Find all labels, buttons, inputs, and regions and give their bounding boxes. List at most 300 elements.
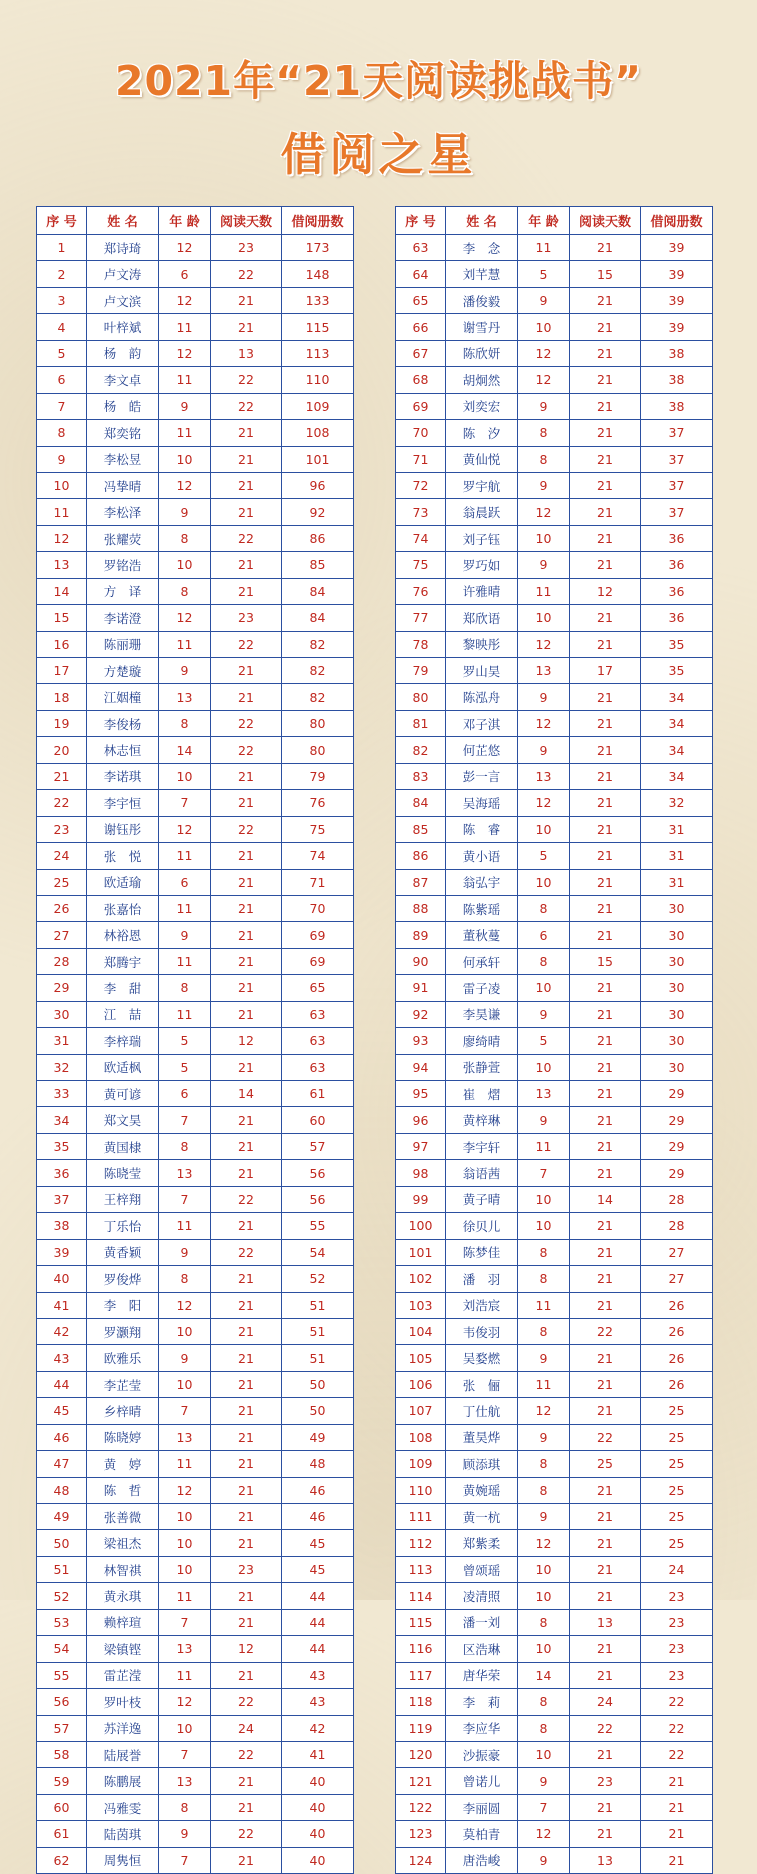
cell-reading-days: 21 (211, 1583, 282, 1609)
cell-name: 李芷莹 (87, 1371, 159, 1397)
cell-reading-days: 21 (570, 1530, 641, 1556)
cell-index: 46 (37, 1424, 87, 1450)
cell-books-borrowed: 26 (641, 1318, 713, 1344)
cell-books-borrowed: 50 (282, 1371, 354, 1397)
cell-age: 11 (159, 843, 211, 869)
cell-books-borrowed: 21 (641, 1794, 713, 1820)
cell-books-borrowed: 30 (641, 1028, 713, 1054)
cell-name: 罗铭浩 (87, 552, 159, 578)
cell-name: 陈梦佳 (446, 1239, 518, 1265)
cell-age: 9 (159, 1821, 211, 1847)
table-row (396, 420, 713, 446)
cell-name: 顾添琪 (446, 1451, 518, 1477)
cell-age: 11 (159, 367, 211, 393)
cell-reading-days: 21 (570, 1477, 641, 1503)
table-row (396, 1371, 713, 1397)
cell-index: 110 (396, 1477, 446, 1503)
cell-reading-days: 21 (570, 235, 641, 261)
cell-name: 李俊杨 (87, 710, 159, 736)
cell-books-borrowed: 22 (641, 1741, 713, 1767)
cell-name: 梁祖杰 (87, 1530, 159, 1556)
cell-books-borrowed: 43 (282, 1689, 354, 1715)
cell-index: 111 (396, 1504, 446, 1530)
cell-books-borrowed: 26 (641, 1371, 713, 1397)
cell-reading-days: 13 (211, 340, 282, 366)
cell-age: 11 (159, 420, 211, 446)
cell-books-borrowed: 25 (641, 1477, 713, 1503)
cell-index: 19 (37, 710, 87, 736)
cell-name: 雷芷滢 (87, 1662, 159, 1688)
cell-reading-days: 12 (570, 578, 641, 604)
cell-reading-days: 21 (211, 1504, 282, 1530)
cell-name: 刘子钰 (446, 525, 518, 551)
table-row (37, 1054, 354, 1080)
cell-index: 102 (396, 1266, 446, 1292)
table-row (396, 658, 713, 684)
cell-name: 谢钰彤 (87, 816, 159, 842)
table-row (37, 605, 354, 631)
cell-reading-days: 21 (211, 1530, 282, 1556)
cell-name: 李 阳 (87, 1292, 159, 1318)
cell-books-borrowed: 42 (282, 1715, 354, 1741)
cell-reading-days: 21 (570, 895, 641, 921)
table-row (396, 1715, 713, 1741)
cell-index: 58 (37, 1741, 87, 1767)
cell-index: 4 (37, 314, 87, 340)
table-row (396, 1662, 713, 1688)
cell-age: 13 (518, 763, 570, 789)
cell-name: 梁镇铿 (87, 1636, 159, 1662)
cell-reading-days: 21 (211, 1318, 282, 1344)
cell-age: 6 (159, 869, 211, 895)
cell-name: 何承轩 (446, 948, 518, 974)
cell-name: 乡梓晴 (87, 1398, 159, 1424)
table-row (396, 895, 713, 921)
cell-books-borrowed: 35 (641, 658, 713, 684)
cell-books-borrowed: 34 (641, 684, 713, 710)
cell-reading-days: 21 (211, 420, 282, 446)
cell-reading-days: 12 (211, 1028, 282, 1054)
cell-name: 陈晓莹 (87, 1160, 159, 1186)
cell-index: 67 (396, 340, 446, 366)
cell-index: 97 (396, 1133, 446, 1159)
cell-books-borrowed: 56 (282, 1186, 354, 1212)
cell-reading-days: 23 (570, 1768, 641, 1794)
cell-name: 郑腾宇 (87, 948, 159, 974)
cell-books-borrowed: 49 (282, 1424, 354, 1450)
cell-reading-days: 21 (211, 1477, 282, 1503)
cell-age: 10 (159, 446, 211, 472)
header-age: 年 龄 (518, 207, 570, 235)
cell-books-borrowed: 133 (282, 287, 354, 313)
cell-index: 7 (37, 393, 87, 419)
cell-books-borrowed: 37 (641, 446, 713, 472)
cell-name: 张静萱 (446, 1054, 518, 1080)
cell-books-borrowed: 96 (282, 472, 354, 498)
table-row (396, 1636, 713, 1662)
cell-index: 56 (37, 1689, 87, 1715)
cell-age: 9 (159, 1239, 211, 1265)
cell-reading-days: 23 (211, 605, 282, 631)
cell-index: 52 (37, 1583, 87, 1609)
cell-name: 唐浩峻 (446, 1847, 518, 1873)
cell-books-borrowed: 173 (282, 235, 354, 261)
cell-reading-days: 22 (211, 816, 282, 842)
cell-reading-days: 21 (570, 1001, 641, 1027)
cell-index: 38 (37, 1213, 87, 1239)
cell-books-borrowed: 36 (641, 578, 713, 604)
cell-age: 13 (159, 1768, 211, 1794)
table-row (396, 1398, 713, 1424)
cell-books-borrowed: 82 (282, 658, 354, 684)
cell-index: 109 (396, 1451, 446, 1477)
cell-name: 李丽圆 (446, 1794, 518, 1820)
cell-index: 96 (396, 1107, 446, 1133)
cell-name: 林智祺 (87, 1556, 159, 1582)
cell-age: 10 (518, 975, 570, 1001)
cell-name: 叶梓斌 (87, 314, 159, 340)
table-row (37, 1556, 354, 1582)
cell-age: 13 (159, 1636, 211, 1662)
cell-age: 6 (159, 1081, 211, 1107)
ranking-table-right (395, 206, 713, 1874)
cell-index: 50 (37, 1530, 87, 1556)
cell-name: 陈 汐 (446, 420, 518, 446)
cell-name: 李文卓 (87, 367, 159, 393)
table-row (37, 790, 354, 816)
cell-books-borrowed: 44 (282, 1583, 354, 1609)
cell-age: 14 (159, 737, 211, 763)
table-row (396, 816, 713, 842)
cell-reading-days: 21 (211, 287, 282, 313)
cell-name: 赖梓瑄 (87, 1609, 159, 1635)
cell-reading-days: 22 (570, 1424, 641, 1450)
cell-age: 10 (518, 1556, 570, 1582)
table-row (396, 393, 713, 419)
cell-age: 9 (159, 393, 211, 419)
cell-age: 5 (159, 1054, 211, 1080)
cell-age: 11 (159, 314, 211, 340)
cell-index: 116 (396, 1636, 446, 1662)
table-row (396, 1160, 713, 1186)
cell-books-borrowed: 39 (641, 287, 713, 313)
cell-index: 86 (396, 843, 446, 869)
cell-age: 7 (159, 790, 211, 816)
cell-age: 11 (518, 578, 570, 604)
cell-age: 14 (518, 1662, 570, 1688)
cell-index: 48 (37, 1477, 87, 1503)
cell-age: 10 (518, 605, 570, 631)
cell-index: 51 (37, 1556, 87, 1582)
cell-reading-days: 12 (211, 1636, 282, 1662)
cell-index: 121 (396, 1768, 446, 1794)
cell-reading-days: 13 (570, 1847, 641, 1873)
cell-reading-days: 13 (570, 1609, 641, 1635)
cell-books-borrowed: 23 (641, 1583, 713, 1609)
table-row (396, 578, 713, 604)
table-row (396, 1239, 713, 1265)
cell-name: 丁乐怡 (87, 1213, 159, 1239)
cell-age: 12 (518, 710, 570, 736)
cell-reading-days: 21 (570, 552, 641, 578)
cell-index: 30 (37, 1001, 87, 1027)
cell-books-borrowed: 26 (641, 1292, 713, 1318)
cell-reading-days: 21 (211, 869, 282, 895)
cell-reading-days: 21 (211, 1213, 282, 1239)
cell-reading-days: 21 (570, 869, 641, 895)
cell-books-borrowed: 43 (282, 1662, 354, 1688)
cell-books-borrowed: 34 (641, 737, 713, 763)
header-books-borrowed: 借阅册数 (641, 207, 713, 235)
cell-index: 42 (37, 1318, 87, 1344)
cell-reading-days: 21 (570, 1160, 641, 1186)
cell-age: 8 (159, 1794, 211, 1820)
table-row (396, 1451, 713, 1477)
cell-age: 10 (518, 1054, 570, 1080)
cell-books-borrowed: 25 (641, 1504, 713, 1530)
cell-name: 董昊烨 (446, 1424, 518, 1450)
cell-name: 张 悦 (87, 843, 159, 869)
table-row (37, 737, 354, 763)
cell-books-borrowed: 44 (282, 1609, 354, 1635)
cell-name: 李 莉 (446, 1689, 518, 1715)
cell-index: 71 (396, 446, 446, 472)
cell-reading-days: 22 (211, 367, 282, 393)
cell-books-borrowed: 30 (641, 948, 713, 974)
cell-reading-days: 21 (570, 420, 641, 446)
cell-name: 郑奕铭 (87, 420, 159, 446)
cell-name: 吴海瑶 (446, 790, 518, 816)
cell-name: 丁仕航 (446, 1398, 518, 1424)
cell-reading-days: 21 (570, 922, 641, 948)
cell-books-borrowed: 28 (641, 1213, 713, 1239)
cell-name: 黄小语 (446, 843, 518, 869)
cell-reading-days: 21 (211, 1662, 282, 1688)
cell-name: 张 俪 (446, 1371, 518, 1397)
cell-age: 11 (159, 1451, 211, 1477)
table-row (37, 499, 354, 525)
table-row (396, 790, 713, 816)
cell-age: 10 (159, 1556, 211, 1582)
cell-reading-days: 22 (211, 737, 282, 763)
cell-age: 12 (518, 1530, 570, 1556)
cell-books-borrowed: 75 (282, 816, 354, 842)
cell-books-borrowed: 61 (282, 1081, 354, 1107)
cell-index: 10 (37, 472, 87, 498)
cell-reading-days: 17 (570, 658, 641, 684)
cell-index: 85 (396, 816, 446, 842)
cell-reading-days: 21 (570, 843, 641, 869)
table-row (37, 816, 354, 842)
cell-name: 莫柏青 (446, 1821, 518, 1847)
cell-index: 94 (396, 1054, 446, 1080)
cell-books-borrowed: 84 (282, 605, 354, 631)
table-row (396, 710, 713, 736)
table-header-row (37, 207, 354, 235)
cell-age: 8 (518, 948, 570, 974)
cell-name: 彭一言 (446, 763, 518, 789)
cell-index: 64 (396, 261, 446, 287)
cell-name: 陈泓舟 (446, 684, 518, 710)
cell-reading-days: 21 (211, 314, 282, 340)
cell-age: 9 (518, 552, 570, 578)
cell-books-borrowed: 69 (282, 922, 354, 948)
table-row (396, 1609, 713, 1635)
cell-index: 98 (396, 1160, 446, 1186)
cell-age: 10 (518, 314, 570, 340)
cell-reading-days: 21 (570, 1662, 641, 1688)
cell-index: 26 (37, 895, 87, 921)
table-row (396, 287, 713, 313)
cell-index: 89 (396, 922, 446, 948)
cell-books-borrowed: 31 (641, 816, 713, 842)
cell-books-borrowed: 52 (282, 1266, 354, 1292)
cell-books-borrowed: 23 (641, 1609, 713, 1635)
table-row (37, 472, 354, 498)
cell-reading-days: 21 (211, 1847, 282, 1873)
table-row (37, 1768, 354, 1794)
cell-age: 8 (159, 710, 211, 736)
cell-age: 7 (159, 1398, 211, 1424)
cell-name: 黄 婷 (87, 1451, 159, 1477)
cell-books-borrowed: 30 (641, 922, 713, 948)
cell-age: 10 (518, 1186, 570, 1212)
cell-books-borrowed: 30 (641, 975, 713, 1001)
cell-reading-days: 21 (570, 684, 641, 710)
cell-age: 9 (159, 658, 211, 684)
cell-age: 13 (159, 1160, 211, 1186)
cell-books-borrowed: 85 (282, 552, 354, 578)
cell-name: 刘奕宏 (446, 393, 518, 419)
cell-reading-days: 21 (570, 1371, 641, 1397)
cell-name: 陈 哲 (87, 1477, 159, 1503)
cell-age: 12 (518, 340, 570, 366)
cell-books-borrowed: 80 (282, 737, 354, 763)
table-row (37, 1689, 354, 1715)
cell-age: 5 (518, 1028, 570, 1054)
table-row (37, 684, 354, 710)
table-row (37, 235, 354, 261)
cell-age: 8 (518, 1609, 570, 1635)
cell-age: 11 (159, 1213, 211, 1239)
header-books-borrowed: 借阅册数 (282, 207, 354, 235)
table-row (37, 420, 354, 446)
cell-reading-days: 21 (570, 1821, 641, 1847)
cell-index: 22 (37, 790, 87, 816)
table-row (396, 472, 713, 498)
cell-books-borrowed: 32 (641, 790, 713, 816)
cell-reading-days: 21 (211, 552, 282, 578)
header-index: 序 号 (396, 207, 446, 235)
cell-books-borrowed: 22 (641, 1715, 713, 1741)
table-row (37, 1741, 354, 1767)
cell-books-borrowed: 45 (282, 1556, 354, 1582)
cell-index: 118 (396, 1689, 446, 1715)
table-row (396, 1266, 713, 1292)
cell-index: 120 (396, 1741, 446, 1767)
table-row (396, 1345, 713, 1371)
table-row (396, 1318, 713, 1344)
cell-index: 29 (37, 975, 87, 1001)
cell-reading-days: 22 (211, 1741, 282, 1767)
table-row (37, 1821, 354, 1847)
cell-reading-days: 21 (570, 710, 641, 736)
cell-age: 9 (518, 1847, 570, 1873)
cell-age: 9 (518, 1107, 570, 1133)
cell-name: 卢文滨 (87, 287, 159, 313)
cell-reading-days: 21 (570, 1292, 641, 1318)
table-row (37, 1847, 354, 1873)
header-name: 姓 名 (446, 207, 518, 235)
cell-index: 27 (37, 922, 87, 948)
cell-books-borrowed: 69 (282, 948, 354, 974)
cell-index: 113 (396, 1556, 446, 1582)
cell-books-borrowed: 21 (641, 1768, 713, 1794)
cell-books-borrowed: 80 (282, 710, 354, 736)
cell-age: 9 (518, 1001, 570, 1027)
cell-books-borrowed: 48 (282, 1451, 354, 1477)
cell-index: 91 (396, 975, 446, 1001)
table-row (396, 1477, 713, 1503)
cell-name: 谢雪丹 (446, 314, 518, 340)
cell-index: 83 (396, 763, 446, 789)
cell-books-borrowed: 40 (282, 1768, 354, 1794)
cell-reading-days: 21 (211, 446, 282, 472)
table-row (37, 393, 354, 419)
cell-age: 10 (518, 869, 570, 895)
cell-name: 林裕恩 (87, 922, 159, 948)
cell-age: 9 (518, 472, 570, 498)
cell-name: 方楚璇 (87, 658, 159, 684)
table-row (37, 525, 354, 551)
table-row (37, 1345, 354, 1371)
cell-index: 106 (396, 1371, 446, 1397)
table-row (396, 1081, 713, 1107)
cell-age: 9 (518, 1768, 570, 1794)
cell-age: 12 (159, 605, 211, 631)
cell-index: 14 (37, 578, 87, 604)
cell-books-borrowed: 70 (282, 895, 354, 921)
cell-age: 8 (159, 975, 211, 1001)
table-row (37, 975, 354, 1001)
cell-name: 罗俊烨 (87, 1266, 159, 1292)
cell-age: 10 (159, 1504, 211, 1530)
cell-books-borrowed: 63 (282, 1028, 354, 1054)
cell-reading-days: 21 (211, 895, 282, 921)
cell-age: 12 (518, 790, 570, 816)
cell-age: 11 (159, 631, 211, 657)
cell-name: 李应华 (446, 1715, 518, 1741)
cell-books-borrowed: 63 (282, 1001, 354, 1027)
cell-name: 李 甜 (87, 975, 159, 1001)
cell-reading-days: 21 (570, 1107, 641, 1133)
cell-age: 7 (159, 1186, 211, 1212)
cell-books-borrowed: 21 (641, 1847, 713, 1873)
cell-name: 唐华荣 (446, 1662, 518, 1688)
cell-name: 韦俊羽 (446, 1318, 518, 1344)
table-row (396, 261, 713, 287)
cell-age: 12 (518, 367, 570, 393)
table-row (37, 1583, 354, 1609)
cell-name: 冯挚晴 (87, 472, 159, 498)
cell-books-borrowed: 79 (282, 763, 354, 789)
cell-name: 区浩琳 (446, 1636, 518, 1662)
table-row (37, 922, 354, 948)
cell-books-borrowed: 76 (282, 790, 354, 816)
cell-age: 10 (518, 1213, 570, 1239)
cell-name: 黄一杭 (446, 1504, 518, 1530)
cell-name: 张善微 (87, 1504, 159, 1530)
